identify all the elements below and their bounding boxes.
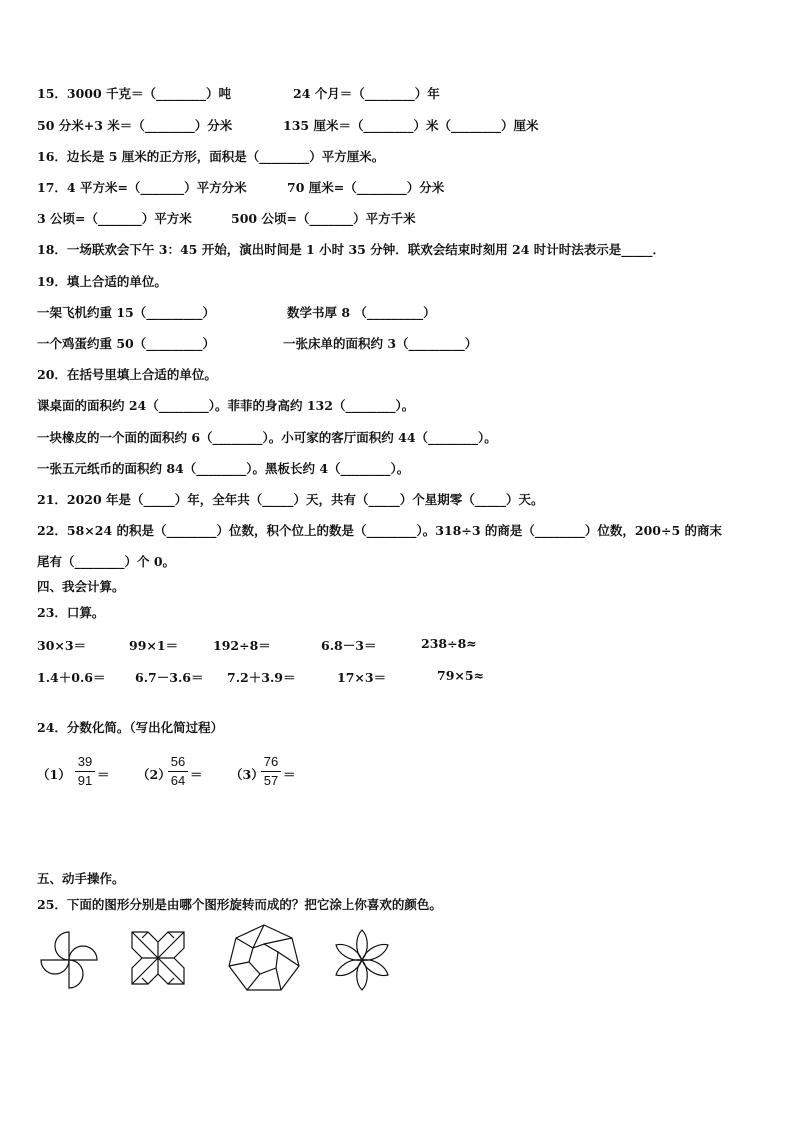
section-5-heading: 五、动手操作。 [37,871,125,886]
x-arrows-icon [130,930,186,986]
q24-item-2-label: （2） [137,767,171,782]
q17-item-b: 70 厘米=（________）分米 [287,180,445,195]
q22-line1: 22．58×24 的积是（________）位数，积个位上的数是（________）。318÷3 的商是（________）位数，200÷5 的商末 [37,523,722,538]
q24-item-3-label: （3） [230,767,264,782]
fraction-bar [168,771,188,772]
q15-item-a: 15．3000 千克＝（________）吨 [37,86,232,101]
q20-line1: 课桌面的面积约 24（________）。菲菲的身高约 132（________）。 [37,398,415,413]
fraction-bar [261,771,281,772]
heptagon-swirl-icon [226,922,302,994]
q19-item-d: 一张床单的面积约 3（_________） [283,336,478,351]
mental-calc-item: 30×3＝ [37,638,87,653]
q25-title: 25．下面的图形分别是由哪个图形旋转而成的？把它涂上你喜欢的颜色。 [37,897,442,912]
q19-title: 19．填上合适的单位。 [37,274,167,289]
mental-calc-item: 79×5≈ [437,668,485,683]
mental-calc-item: 1.4＋0.6＝ [37,670,106,685]
q17-item-c: 3 公顷=（_______）平方米 [37,211,192,226]
mental-calc-item: 6.8－3＝ [321,638,377,653]
fraction-3 [261,754,281,789]
fraction-bar [75,771,95,772]
mental-calc-item: 192÷8＝ [213,638,271,653]
fraction-1 [75,754,95,789]
q24-title: 24．分数化简。（写出化简过程） [37,720,224,735]
section-4-heading: 四、我会计算。 [37,579,125,594]
q19-item-c: 一个鸡蛋约重 50（_________） [37,336,215,351]
q21-line: 21．2020 年是（_____）年，全年共（_____）天，共有（_____）个星期零（_____）天。 [37,492,544,507]
q19-item-b: 数学书厚 8 （_________） [287,305,436,320]
fraction-1-denominator: 91 [77,773,93,788]
fraction-3-numerator: 76 [263,754,279,769]
mental-calc-item: 99×1＝ [129,638,179,653]
q17-item-d: 500 公顷=（_______）平方千米 [231,211,416,226]
q20-line3: 一张五元纸币的面积约 84（________）。黑板长约 4（________）。 [37,461,410,476]
mental-calc-item: 17×3＝ [337,670,387,685]
mental-calc-item: 7.2＋3.9＝ [227,670,296,685]
q24-item-1-label: （1） [37,767,71,782]
q24-item-3-equals: ＝ [283,767,296,782]
pinwheel-icon [37,928,101,992]
q18-line: 18．一场联欢会下午 3：45 开始，演出时间是 1 小时 35 分钟．联欢会结束时刻用 24 时计时法表示是_____． [37,242,666,257]
q23-title: 23．口算。 [37,605,105,620]
q20-title: 20．在括号里填上合适的单位。 [37,367,217,382]
q15-item-c: 50 分米+3 米＝（________）分米 [37,118,233,133]
fraction-3-denominator: 57 [263,773,279,788]
fraction-2-numerator: 56 [170,754,186,769]
q19-item-a: 一架飞机约重 15（_________） [37,305,215,320]
q24-item-2-equals: ＝ [190,767,203,782]
mental-calc-item: 238÷8≈ [421,636,477,651]
mental-calc-item: 6.7－3.6＝ [135,670,204,685]
fraction-2-denominator: 64 [170,773,186,788]
q15-item-b: 24 个月＝（________）年 [293,86,440,101]
q17-item-a: 17．4 平方米=（_______）平方分米 [37,180,247,195]
fraction-1-numerator: 39 [77,754,93,769]
q15-item-d: 135 厘米＝（________）米（________）厘米 [283,118,539,133]
q20-line2: 一块橡皮的一个面的面积约 6（________）。小可家的客厅面积约 44（________）。 [37,430,497,445]
fraction-2 [168,754,188,789]
q22-line2: 尾有（________）个 0。 [37,554,176,569]
flower-icon [330,928,394,992]
q16-line: 16．边长是 5 厘米的正方形，面积是（________）平方厘米。 [37,149,385,164]
q24-item-1-equals: ＝ [97,767,110,782]
